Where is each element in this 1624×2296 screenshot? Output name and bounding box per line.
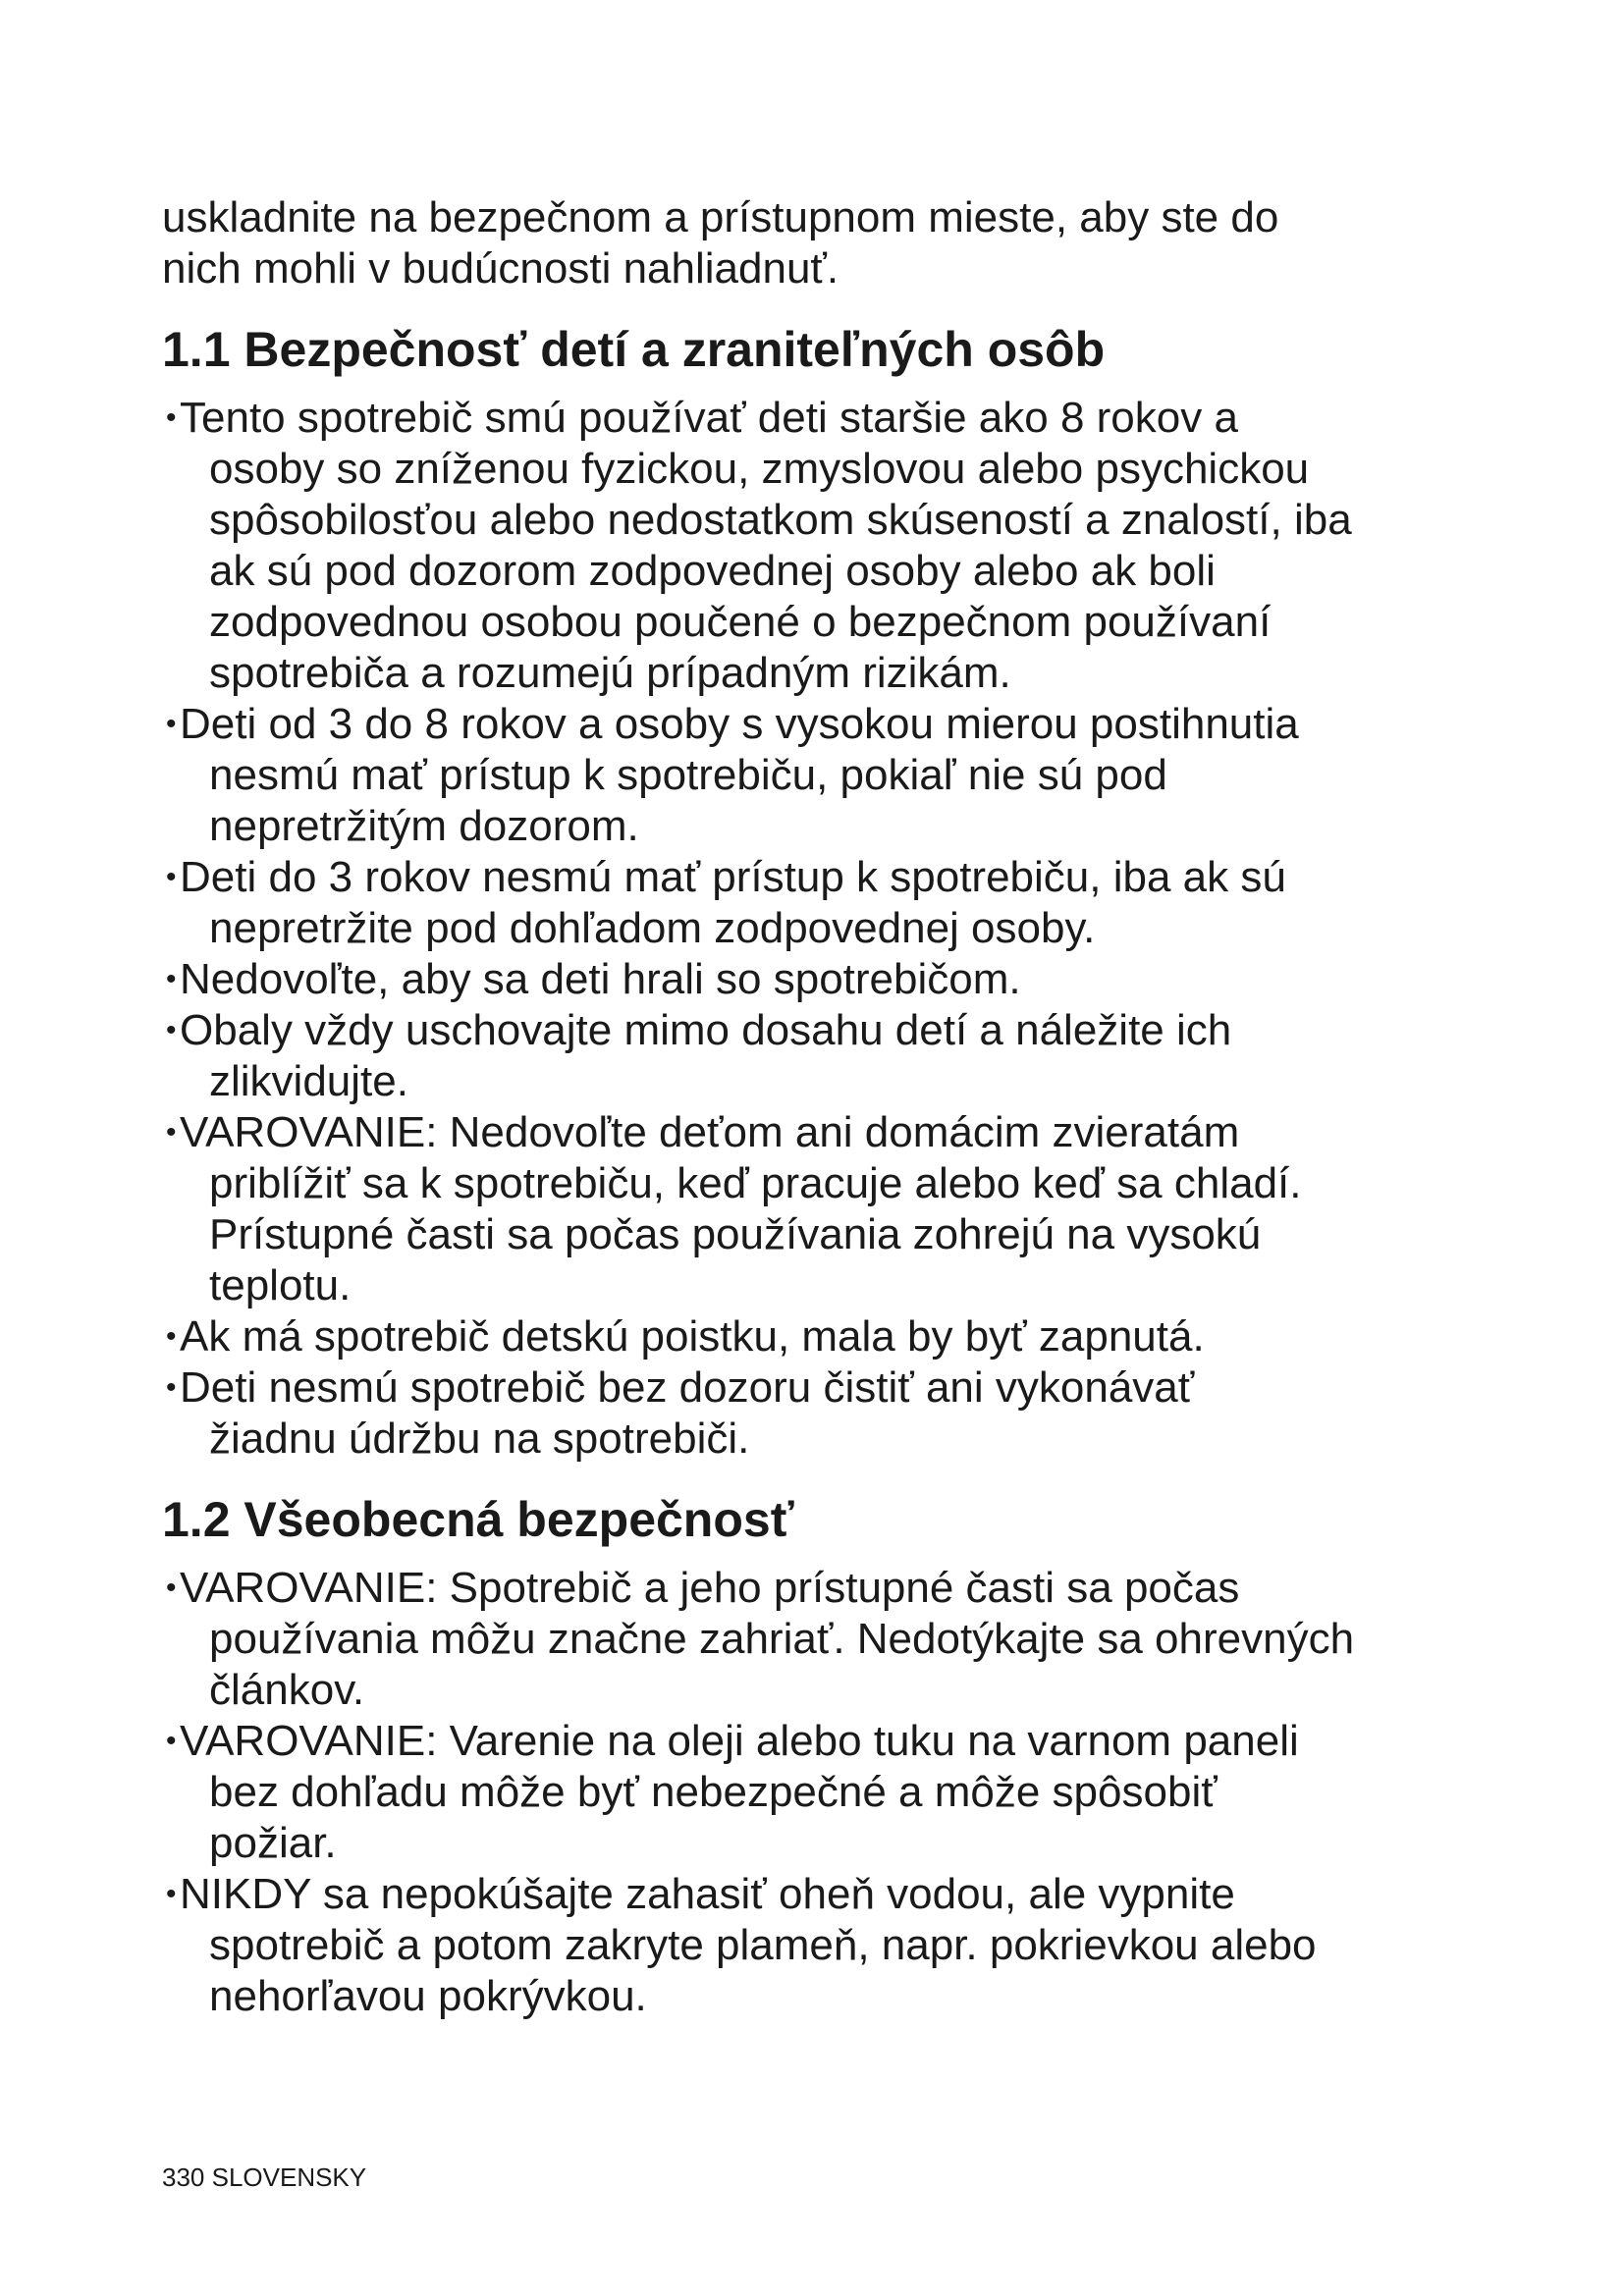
bullet-item — [162, 954, 1478, 1005]
bullet-text-line: VAROVANIE: Spotrebič a jeho prístupné časti sa počas — [180, 1564, 1240, 1612]
bullet-text-line: NIKDY sa nepokúšajte zahasiť oheň vodou, ale vypnite — [180, 1870, 1235, 1918]
bullet-text-line: článkov. — [209, 1666, 365, 1714]
document-page — [162, 192, 1478, 2022]
intro-line: uskladnite na bezpečnom a prístupnom mieste, aby ste do — [162, 193, 1279, 241]
bullet-dot-icon: • — [166, 861, 177, 893]
bullet-dot-icon: • — [166, 708, 177, 740]
bullet-text-line: Prístupné časti sa počas používania zohrejú na vysokú — [209, 1210, 1262, 1258]
bullet-text-line: osoby so zníženou fyzickou, zmyslovou alebo psychickou — [209, 445, 1310, 493]
bullet-text-line: spôsobilosťou alebo nedostatkom skúseností a znalostí, iba — [209, 496, 1352, 544]
bullet-text-line: bez dohľadu môže byť nebezpečné a môže spôsobiť — [209, 1768, 1218, 1816]
bullet-text-line: nepretržitým dozorom. — [209, 802, 639, 850]
bullet-text-line: VAROVANIE: Nedovoľte deťom ani domácim zvieratám — [180, 1108, 1240, 1156]
intro-paragraph — [162, 192, 1478, 294]
bullet-dot-icon: • — [166, 1371, 177, 1404]
bullet-text-line: Tento spotrebič smú používať deti staršie ako 8 rokov a — [180, 394, 1238, 442]
child-safety-bullet-list — [162, 393, 1478, 1465]
bullet-text-line: nesmú mať prístup k spotrebiču, pokiaľ nie sú pod — [209, 751, 1167, 799]
bullet-text-line: VAROVANIE: Varenie na oleji alebo tuku na varnom paneli — [180, 1717, 1299, 1765]
bullet-item — [162, 393, 1478, 699]
general-safety-bullet-list — [162, 1563, 1478, 2022]
bullet-text-line: Deti do 3 rokov nesmú mať prístup k spotrebiču, iba ak sú — [180, 853, 1286, 901]
bullet-text-line: zodpovednou osobou poučené o bezpečnom používaní — [209, 598, 1272, 646]
bullet-text-line: zlikvidujte. — [209, 1057, 408, 1105]
bullet-text-line: Deti od 3 do 8 rokov a osoby s vysokou mierou postihnutia — [180, 700, 1299, 748]
bullet-text-line: Obaly vždy uschovajte mimo dosahu detí a náležite ich — [180, 1006, 1232, 1054]
bullet-text-line: spotrebič a potom zakryte plameň, napr. pokrievkou alebo — [209, 1921, 1317, 1969]
bullet-text-line: požiar. — [209, 1819, 337, 1867]
bullet-item — [162, 852, 1478, 954]
bullet-item — [162, 1311, 1478, 1362]
bullet-dot-icon: • — [166, 1878, 177, 1910]
bullet-dot-icon: • — [166, 1320, 177, 1353]
bullet-item — [162, 1107, 1478, 1311]
bullet-dot-icon: • — [166, 401, 177, 434]
bullet-dot-icon: • — [166, 1014, 177, 1046]
bullet-text-line: Ak má spotrebič detskú poistku, mala by byť zapnutá. — [180, 1312, 1205, 1361]
bullet-dot-icon: • — [166, 1572, 177, 1604]
bullet-text-line: nehorľavou pokrývkou. — [209, 1972, 647, 2020]
page-footer: 330 SLOVENSKY — [162, 2163, 367, 2192]
bullet-item — [162, 1563, 1478, 1716]
bullet-dot-icon: • — [166, 963, 177, 995]
bullet-text-line: používania môžu značne zahriať. Nedotýkajte sa ohrevných — [209, 1615, 1355, 1663]
bullet-text-line: ak sú pod dozorom zodpovednej osoby alebo ak boli — [209, 547, 1216, 595]
bullet-text-line: Deti nesmú spotrebič bez dozoru čistiť ani vykonávať — [180, 1363, 1195, 1412]
bullet-item — [162, 1005, 1478, 1107]
bullet-text-line: teplotu. — [209, 1261, 352, 1309]
bullet-text-line: Nedovoľte, aby sa deti hrali so spotrebičom. — [180, 955, 1021, 1003]
bullet-dot-icon: • — [166, 1725, 177, 1757]
bullet-item — [162, 699, 1478, 852]
section-heading-general-safety: 1.2 Všeobecná bezpečnosť — [162, 1492, 794, 1547]
bullet-dot-icon: • — [166, 1116, 177, 1148]
section-heading-child-safety: 1.1 Bezpečnosť detí a zraniteľných osôb — [162, 322, 1106, 377]
bullet-item — [162, 1869, 1478, 2022]
bullet-text-line: spotrebiča a rozumejú prípadným rizikám. — [209, 649, 1011, 697]
bullet-item — [162, 1716, 1478, 1869]
bullet-text-line: žiadnu údržbu na spotrebiči. — [209, 1415, 750, 1463]
intro-line: nich mohli v budúcnosti nahliadnuť. — [162, 244, 839, 293]
bullet-text-line: priblížiť sa k spotrebiču, keď pracuje alebo keď sa chladí. — [209, 1159, 1302, 1207]
bullet-text-line: nepretržite pod dohľadom zodpovednej osoby. — [209, 904, 1096, 952]
bullet-item — [162, 1362, 1478, 1465]
